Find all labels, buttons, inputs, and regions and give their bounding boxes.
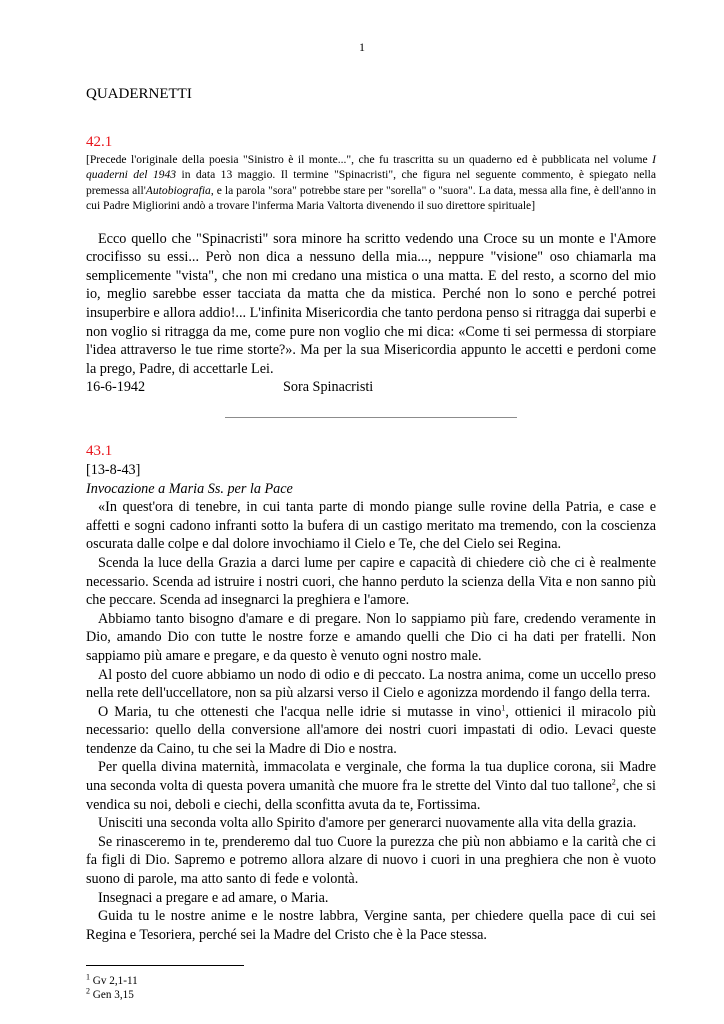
document-title: QUADERNETTI [86,86,192,102]
section-number-43-1: 43.1 [86,442,113,459]
body-paragraph: «In quest'ora di tenebre, in cui tanta parte di mondo piange sulle rovine della Patria, e case e affetti e sogni cadono infranti sotto la bufera di un castigo meritato ma tremendo, con la coscienza oscurata dalle colpe e dal dolore invochiamo il Cielo e Te, che del Cielo sei Regina. [86,499,656,553]
section2-body [86,461,656,944]
note-text: in data 13 maggio. Il termine "Spinacristi", che figura nel seguente commento, è spiegato nella premessa all' [86,168,657,197]
body-paragraph: Unisciti una seconda volta allo Spirito d'amore per generarci nuovamente alla vita della grazia. [98,815,637,832]
body-paragraph: Ecco quello che "Spinacristi" sora minore ha scritto vedendo una Croce su un monte e l'Amore crocifisso su essi... Però non dica a nessuno della mia..., neppure "visione" oso chiamarla ma semplicemente "vista", che non mi credano una mistica o una matta. E del resto, a scorno del mio io, meglio sarebbe esser tacciata da matta che da mistica. Perché non lo sono e perché potrei insuperbire e allora addio!... L'infinita Misericordia che tanto perdona penso si ritragga dai superbi e non voglio si ritragga da me, come pure non voglio che mi dica: «Come ti sei permessa di storpiare l'idea attraverso le tue rime storte?». Ma per la sua Misericordia appunto le accetti e perdoni come la prego, Padre, di accettarle Lei. [86,230,656,377]
section-date: [13-8-43] [86,461,141,478]
note-italic-title: I quaderni del 1943 [86,153,656,182]
paragraph-text: , che si vendica su noi, deboli e ciechi, della sconfitta avuta da te, Fortissima. [86,778,656,813]
footnote-text: Gv 2,1-11 [90,975,138,988]
signature: Sora Spinacristi [283,379,374,396]
note-italic-title: Autobiografia [145,183,211,197]
body-paragraph: Scenda la luce della Grazia a darci lume per capire e capacità di chiedere ciò che ci è realmente necessario. Scenda ad istruire i nostri cuori, che hanno perduto la scienza della Vita e non sanno più che peccare. Scenda ad insegnarci la preghiera e l'amore. [86,554,656,609]
paragraph-text: Per quella divina maternità, immacolata e verginale, che forma la tua duplice corona, sii Madre una seconda volta di questa povera umanità che muore fra le strette del Vinto dal tuo tallone [86,759,656,795]
footnotes [86,974,656,1002]
note-text: [Precede l'originale della poesia "Sinistro è il monte...", che fu trascritta su un quaderno ed è pubblicata nel volume [86,153,653,166]
letter-date: 16-6-1942 [86,379,146,396]
body-paragraph [86,758,656,814]
section1-body [86,230,656,379]
section-heading [86,480,656,499]
body-paragraph: Abbiamo tanto bisogno d'amare e di pregare. Non lo sappiamo più fare, credendo veramente in Dio, amando Dio con tutte le nostre forze e amando quelli che Dio ci ha dati per fratelli. Non sappiamo più amare e pregare, e da questo è venuto ogni nostro male. [86,610,656,664]
footnote-number: 2 [86,986,90,996]
footnote-2 [86,988,656,1002]
body-paragraph: Insegnaci a pregare e ad amare, o Maria. [98,889,329,906]
paragraph-text: , ottienici il miracolo più necessario: quello della conversione all'amore dei nostri cuori impastati di odio. Levaci queste tendenze da Caino, tu che sei la Madre di Dio e nostra. [86,703,656,757]
body-paragraph: Se rinasceremo in te, prenderemo dal tuo Cuore la purezza che più non abbiamo e la carità che ci fa figli di Dio. Sapremo e potremo allora alzare di nuovo i cuori in una preghiera che non è vuoto suono di parole, ma atto santo di fede e volontà. [86,833,656,888]
signature-line [86,378,656,397]
footnote-ref-1[interactable]: 1 [501,702,506,712]
page-content [86,84,656,1002]
paragraph-text: O Maria, tu che ottenesti che l'acqua nelle idrie si mutasse in vino [98,703,502,720]
footnote-1 [86,974,656,988]
footnote-ref-2[interactable]: 2 [611,777,616,787]
section-number-42-1: 42.1 [86,134,113,150]
body-paragraph: Al posto del cuore abbiamo un nodo di odio e di peccato. La nostra anima, come un uccello preso nella rete dell'uccellatore, non sa più alzarsi verso il Cielo e agonizza mordendo il fango della terra. [86,666,656,702]
note-text: , e la parola "sora" potrebbe stare per "sorella" o "suora". La data, messa alla fine, è dell'anno in cui Padre Migliorini andò a trovare l'inferma Maria Valtorta divenendo il suo direttore spirituale] [86,183,657,213]
editorial-note [86,152,656,214]
footnote-text: Gen 3,15 [90,989,134,1002]
heading-italic: Invocazione a Maria Ss. per la Pace [86,480,293,497]
body-paragraph: Guida tu le nostre anime e le nostre labbra, Vergine santa, per chiedere quella pace di cui sei Regina e Tesoriera, perché sei la Madre del Cristo che è la Pace stessa. [86,908,656,943]
page-number: 1 [359,40,365,54]
footnote-number: 1 [86,972,90,982]
body-paragraph [86,703,656,759]
